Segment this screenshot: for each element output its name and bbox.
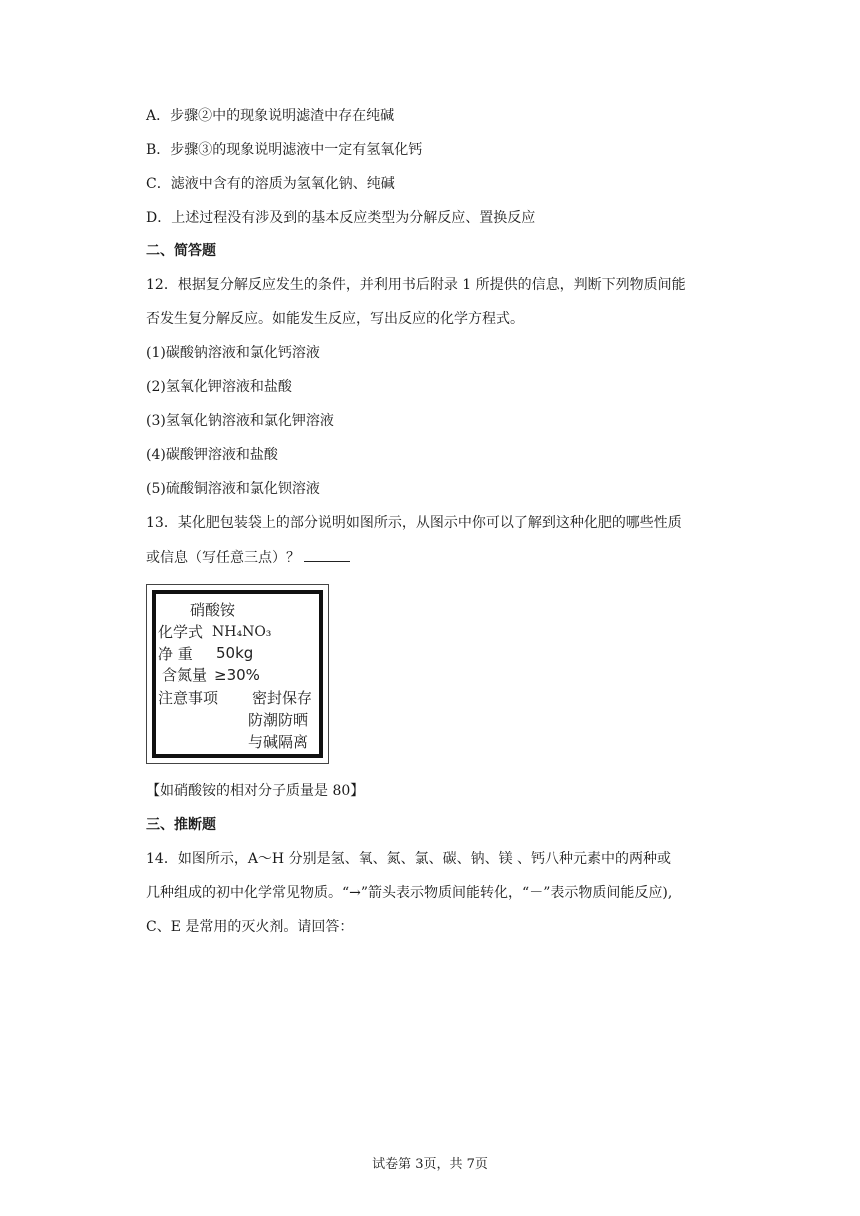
q13-text-line2-text: 或信息（写任意三点）？ [146, 550, 300, 566]
label-title: 硝酸铵 [190, 601, 236, 619]
label-formula-key: 化学式 [158, 623, 204, 641]
label-note-3: 与碱隔离 [248, 733, 309, 751]
option-b: B．步骤③的现象说明滤液中一定有氢氧化钙 [146, 142, 423, 158]
option-d: D．上述过程没有涉及到的基本反应类型为分解反应、置换反应 [146, 210, 536, 226]
q12-item-2: (2)氢氧化钾溶液和盐酸 [146, 379, 292, 395]
q12-text-line2: 否发生复分解反应。如能发生反应，写出反应的化学方程式。 [146, 311, 524, 327]
q12-item-3: (3)氢氧化钠溶液和氯化钾溶液 [146, 413, 334, 429]
label-notes-key: 注意事项 [158, 689, 219, 707]
page-footer: 试卷第 3页，共 7页 [372, 1157, 488, 1172]
label-note-1: 密封保存 [252, 689, 313, 707]
q12-item-5: (5)硫酸铜溶液和氯化钡溶液 [146, 481, 320, 497]
q12-item-4: (4)碳酸钾溶液和盐酸 [146, 447, 278, 463]
section-heading-inference: 三、推断题 [146, 817, 216, 833]
answer-blank [304, 547, 350, 562]
section-heading-short-answer: 二、简答题 [146, 243, 216, 259]
fertilizer-label-frame [152, 590, 323, 758]
q14-text-line3: C、E 是常用的灭火剂。请回答： [146, 919, 354, 935]
q12-item-1: (1)碳酸钠溶液和氯化钙溶液 [146, 345, 320, 361]
label-weight-key: 净 重 [158, 645, 193, 663]
q13-hint: 【如硝酸铵的相对分子质量是 80】 [146, 783, 365, 799]
label-weight-value: 50kg [216, 644, 254, 662]
label-note-2: 防潮防晒 [248, 711, 309, 729]
label-nitrogen-key: 含氮量 [162, 666, 208, 684]
q12-text-line1: 12．根据复分解反应发生的条件，并利用书后附录 1 所提供的信息，判断下列物质间能 [146, 277, 686, 293]
fertilizer-label-figure [146, 584, 329, 764]
label-nitrogen-value: ≥30% [214, 666, 260, 684]
option-a: A．步骤②中的现象说明滤渣中存在纯碱 [146, 108, 395, 124]
label-formula-value: NH₄NO₃ [212, 624, 272, 640]
q14-text-line1: 14．如图所示，A～H 分别是氢、氧、氮、氯、碳、钠、镁 、钙八种元素中的两种或 [146, 851, 672, 867]
option-c: C．滤液中含有的溶质为氢氧化钠、纯碱 [146, 176, 395, 192]
q13-text-line1: 13．某化肥包装袋上的部分说明如图所示，从图示中你可以了解到这种化肥的哪些性质 [146, 515, 682, 531]
q14-text-line2: 几种组成的初中化学常见物质。“→”箭头表示物质间能转化，“－”表示物质间能反应), [146, 885, 673, 901]
q13-text-line2 [146, 547, 726, 568]
